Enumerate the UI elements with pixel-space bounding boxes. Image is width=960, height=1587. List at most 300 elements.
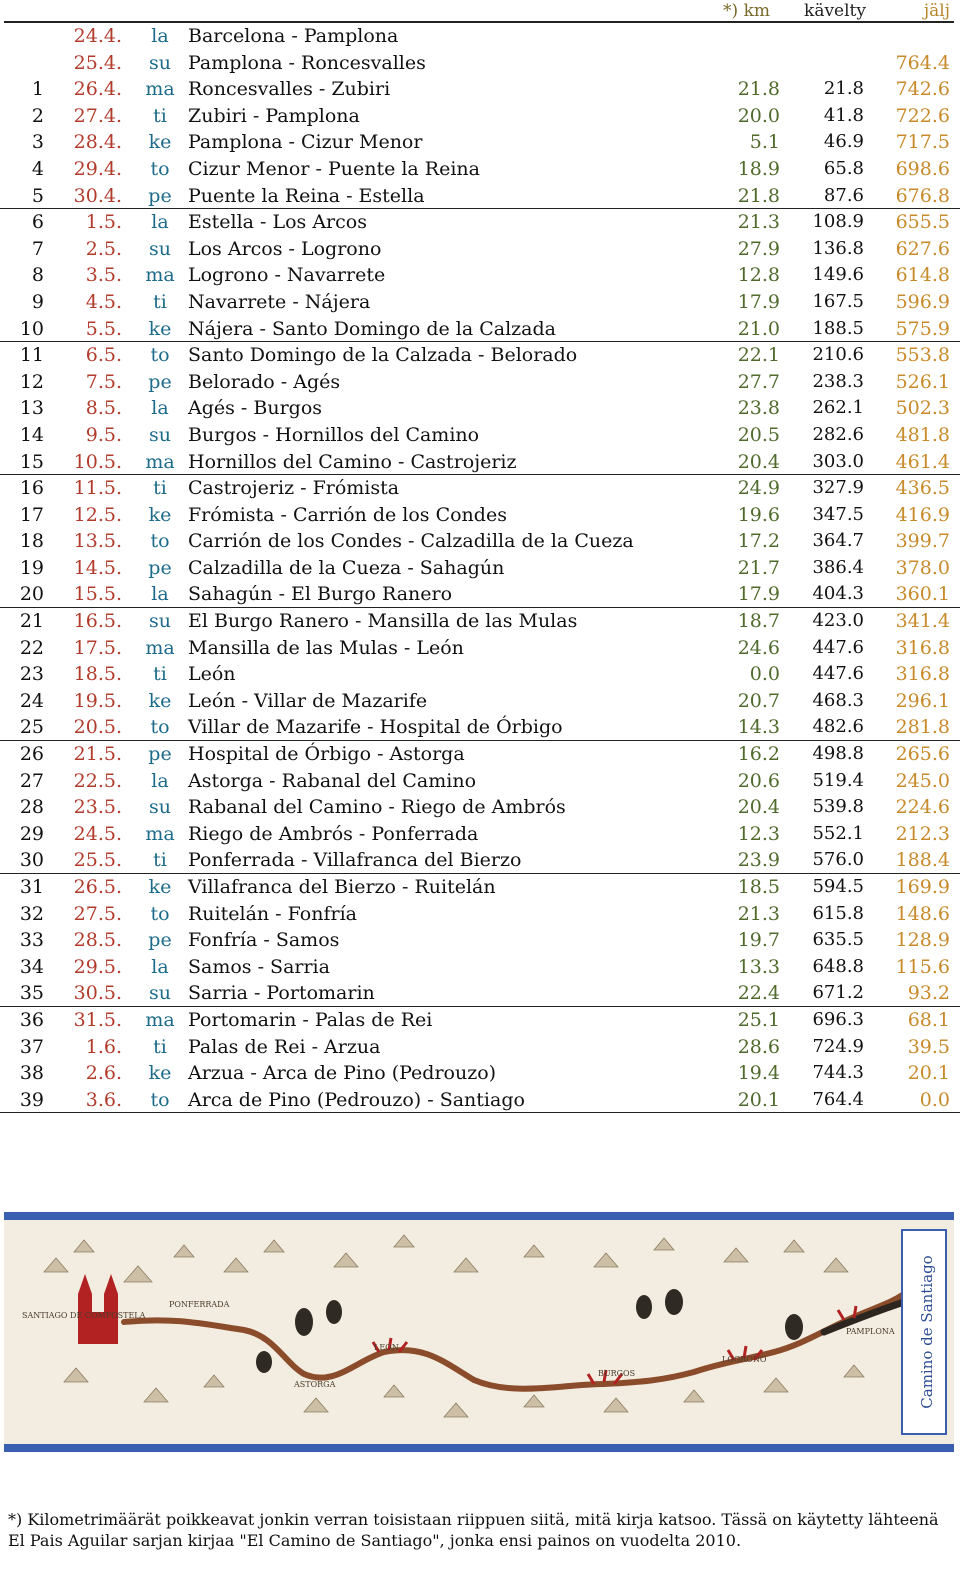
stage-date: 14.5. xyxy=(73,556,122,579)
stage-date: 18.5. xyxy=(73,663,122,686)
stage-km: 21.0 xyxy=(737,317,780,340)
stage-date: 24.4. xyxy=(73,25,122,47)
stage-date: 5.5. xyxy=(85,317,122,340)
stage-kavelty: 539.8 xyxy=(812,796,864,818)
stage-number: 39 xyxy=(19,1088,44,1111)
stage-km: 0.0 xyxy=(749,663,780,686)
stage-number: 34 xyxy=(19,955,44,978)
stage-jaljella: 416.9 xyxy=(895,503,950,526)
stage-weekday: la xyxy=(151,583,169,606)
stage-weekday: su xyxy=(149,423,171,446)
stage-jaljella: 627.6 xyxy=(895,237,950,260)
table-row xyxy=(0,608,960,635)
stage-route: Frómista - Carrión de los Condes xyxy=(188,503,507,526)
stage-date: 19.5. xyxy=(73,689,122,712)
stage-kavelty: 404.3 xyxy=(812,583,864,605)
stage-km: 23.8 xyxy=(737,397,780,420)
table-row xyxy=(0,1060,960,1087)
stage-date: 7.5. xyxy=(85,370,122,393)
stage-route: Puente la Reina - Estella xyxy=(188,184,425,207)
table-row xyxy=(0,76,960,103)
stage-kavelty: 447.6 xyxy=(812,636,864,658)
stage-table xyxy=(0,23,960,1113)
stage-jaljella: 224.6 xyxy=(895,796,950,819)
stage-kavelty: 447.6 xyxy=(812,663,864,685)
stage-date: 20.5. xyxy=(73,716,122,739)
stage-number: 33 xyxy=(19,929,44,952)
stage-number: 4 xyxy=(31,157,44,180)
stage-weekday: ke xyxy=(148,1062,172,1085)
stage-weekday: ti xyxy=(153,477,167,500)
stage-date: 29.5. xyxy=(73,955,122,978)
stage-jaljella: 764.4 xyxy=(895,51,950,74)
stage-number: 13 xyxy=(19,397,44,420)
stage-jaljella: 68.1 xyxy=(907,1008,950,1031)
stage-kavelty: 167.5 xyxy=(812,290,864,312)
stage-date: 15.5. xyxy=(73,583,122,606)
stage-kavelty: 46.9 xyxy=(823,131,864,153)
stage-weekday: la xyxy=(151,25,169,47)
table-row xyxy=(0,901,960,928)
stage-kavelty: 423.0 xyxy=(812,610,864,632)
stage-date: 3.6. xyxy=(85,1088,122,1111)
map-label-leon: LEON xyxy=(374,1343,399,1352)
stage-route: Pamplona - Cizur Menor xyxy=(188,131,423,154)
stage-date: 4.5. xyxy=(85,290,122,313)
stage-jaljella: 188.4 xyxy=(895,849,950,872)
table-row xyxy=(0,342,960,369)
stage-weekday: to xyxy=(150,1088,170,1111)
stage-date: 12.5. xyxy=(73,503,122,526)
stage-number: 28 xyxy=(19,796,44,819)
stage-km: 20.6 xyxy=(737,769,780,792)
table-row xyxy=(0,422,960,449)
stage-route: Villar de Mazarife - Hospital de Órbigo xyxy=(188,716,563,739)
stage-weekday: su xyxy=(149,51,171,74)
table-row xyxy=(0,821,960,848)
stage-km: 25.1 xyxy=(737,1008,780,1031)
stage-date: 27.4. xyxy=(73,104,122,127)
stage-date: 25.4. xyxy=(73,51,122,74)
stage-km: 21.8 xyxy=(737,78,780,101)
stage-number: 21 xyxy=(19,610,44,633)
stage-kavelty: 347.5 xyxy=(812,503,864,525)
stage-number: 27 xyxy=(19,769,44,792)
stage-km: 13.3 xyxy=(737,955,780,978)
stage-km: 20.5 xyxy=(737,423,780,446)
table-row xyxy=(0,1087,960,1114)
map-title: Camino de Santiago xyxy=(918,1255,936,1409)
stage-route: Sahagún - El Burgo Ranero xyxy=(188,583,453,606)
stage-number: 37 xyxy=(19,1035,44,1058)
stage-km: 16.2 xyxy=(737,743,780,766)
stage-km: 18.9 xyxy=(737,157,780,180)
stage-route: Mansilla de las Mulas - León xyxy=(188,636,464,659)
stage-kavelty: 498.8 xyxy=(812,743,864,765)
table-row xyxy=(0,289,960,316)
stage-weekday: ma xyxy=(145,78,175,101)
stage-km: 27.9 xyxy=(737,237,780,260)
stage-jaljella: 148.6 xyxy=(895,902,950,925)
stage-number: 14 xyxy=(19,423,44,446)
stage-jaljella: 20.1 xyxy=(907,1062,950,1085)
stage-route: Arca de Pino (Pedrouzo) - Santiago xyxy=(188,1088,525,1111)
stage-kavelty: 671.2 xyxy=(812,982,864,1004)
stage-jaljella: 698.6 xyxy=(895,157,950,180)
stage-weekday: su xyxy=(149,237,171,260)
stage-date: 8.5. xyxy=(85,397,122,420)
stage-kavelty: 648.8 xyxy=(812,955,864,977)
stage-jaljella: 245.0 xyxy=(895,769,950,792)
stage-route: Burgos - Hornillos del Camino xyxy=(188,423,480,446)
stage-jaljella: 614.8 xyxy=(895,264,950,287)
stage-jaljella: 360.1 xyxy=(895,583,950,606)
stage-km: 20.4 xyxy=(737,450,780,473)
stage-number: 17 xyxy=(19,503,44,526)
stage-date: 3.5. xyxy=(85,264,122,287)
table-row xyxy=(0,1034,960,1061)
stage-weekday: to xyxy=(150,344,170,367)
stage-kavelty: 386.4 xyxy=(812,556,864,578)
stage-route: León - Villar de Mazarife xyxy=(188,689,428,712)
stage-weekday: to xyxy=(150,530,170,553)
stage-km: 18.7 xyxy=(737,610,780,633)
stage-kavelty: 41.8 xyxy=(823,104,864,126)
stage-weekday: ti xyxy=(153,663,167,686)
stage-number: 7 xyxy=(31,237,44,260)
header-jaljella: jälj xyxy=(923,1,950,21)
stage-number: 15 xyxy=(19,450,44,473)
stage-date: 10.5. xyxy=(73,450,122,473)
stage-number: 1 xyxy=(31,78,44,101)
stage-jaljella: 742.6 xyxy=(895,78,950,101)
stage-date: 2.6. xyxy=(85,1062,122,1085)
stage-route: Villafranca del Bierzo - Ruitelán xyxy=(188,876,496,898)
stage-km: 17.2 xyxy=(737,530,780,553)
stage-weekday: ma xyxy=(145,450,175,473)
stage-date: 21.5. xyxy=(73,743,122,766)
stage-weekday: ke xyxy=(148,503,172,526)
stage-date: 30.5. xyxy=(73,982,122,1005)
table-row xyxy=(0,262,960,289)
stage-kavelty: 262.1 xyxy=(812,397,864,419)
stage-weekday: ti xyxy=(153,849,167,872)
stage-km: 19.7 xyxy=(737,929,780,952)
header-km: *) km xyxy=(723,1,770,21)
stage-route: Hospital de Órbigo - Astorga xyxy=(188,743,465,766)
stage-kavelty: 635.5 xyxy=(812,929,864,951)
stage-jaljella: 169.9 xyxy=(895,876,950,898)
stage-kavelty: 149.6 xyxy=(812,264,864,286)
stage-route: Astorga - Rabanal del Camino xyxy=(188,769,477,792)
stage-jaljella: 655.5 xyxy=(895,211,950,234)
stage-route: Carrión de los Condes - Calzadilla de la Cueza xyxy=(188,530,634,553)
stage-kavelty: 210.6 xyxy=(812,344,864,366)
stage-km: 27.7 xyxy=(737,370,780,393)
stage-number: 10 xyxy=(19,317,44,340)
stage-number: 9 xyxy=(31,290,44,313)
map-label-logrono: LOGROÑO xyxy=(722,1355,767,1364)
table-row xyxy=(0,1007,960,1034)
stage-jaljella: 481.8 xyxy=(895,423,950,446)
stage-date: 28.4. xyxy=(73,131,122,154)
stage-route: Portomarin - Palas de Rei xyxy=(188,1008,433,1031)
stage-kavelty: 238.3 xyxy=(812,370,864,392)
stage-km: 21.8 xyxy=(737,184,780,207)
map-label-burgos: BURGOS xyxy=(598,1369,636,1378)
stage-jaljella: 0.0 xyxy=(919,1088,950,1111)
stage-jaljella: 265.6 xyxy=(895,743,950,766)
stage-route: Estella - Los Arcos xyxy=(188,211,367,234)
stage-km: 20.1 xyxy=(737,1088,780,1111)
stage-weekday: ti xyxy=(153,104,167,127)
stage-date: 9.5. xyxy=(85,423,122,446)
stage-route: Hornillos del Camino - Castrojeriz xyxy=(188,450,517,473)
stage-number: 12 xyxy=(19,370,44,393)
stage-number: 20 xyxy=(19,583,44,606)
stage-route: Barcelona - Pamplona xyxy=(188,25,399,47)
table-row xyxy=(0,741,960,768)
camino-map xyxy=(4,1212,954,1452)
stage-kavelty: 21.8 xyxy=(823,78,864,100)
stage-route: Riego de Ambrós - Ponferrada xyxy=(188,822,479,845)
stage-kavelty: 696.3 xyxy=(812,1008,864,1030)
table-row xyxy=(0,129,960,156)
table-row xyxy=(0,156,960,183)
stage-jaljella: 281.8 xyxy=(895,716,950,739)
stage-jaljella: 399.7 xyxy=(895,530,950,553)
stage-weekday: pe xyxy=(148,929,172,952)
stage-date: 28.5. xyxy=(73,929,122,952)
stage-kavelty: 468.3 xyxy=(812,689,864,711)
stage-weekday: su xyxy=(149,796,171,819)
stage-route: León xyxy=(188,663,236,686)
stage-km: 18.5 xyxy=(737,876,780,898)
stage-jaljella: 436.5 xyxy=(895,477,950,500)
table-row xyxy=(0,236,960,263)
stage-km: 20.4 xyxy=(737,796,780,819)
stage-km: 21.3 xyxy=(737,902,780,925)
table-row xyxy=(0,980,960,1007)
stage-number: 30 xyxy=(19,849,44,872)
stage-route: Rabanal del Camino - Riego de Ambrós xyxy=(188,796,566,819)
stage-date: 23.5. xyxy=(73,796,122,819)
stage-jaljella: 575.9 xyxy=(895,317,950,340)
stage-number: 23 xyxy=(19,663,44,686)
stage-weekday: la xyxy=(151,955,169,978)
stage-weekday: ma xyxy=(145,822,175,845)
stage-jaljella: 553.8 xyxy=(895,344,950,367)
stage-weekday: la xyxy=(151,397,169,420)
stage-kavelty: 282.6 xyxy=(812,423,864,445)
stage-weekday: to xyxy=(150,157,170,180)
stage-route: Arzua - Arca de Pino (Pedrouzo) xyxy=(188,1062,497,1085)
stage-date: 11.5. xyxy=(73,477,122,500)
stage-route: El Burgo Ranero - Mansilla de las Mulas xyxy=(188,610,578,633)
stage-weekday: pe xyxy=(148,370,172,393)
stage-kavelty: 744.3 xyxy=(812,1062,864,1084)
stage-number: 18 xyxy=(19,530,44,553)
stage-number: 38 xyxy=(19,1062,44,1085)
stage-kavelty: 482.6 xyxy=(812,716,864,738)
stage-number: 31 xyxy=(19,876,44,898)
table-header xyxy=(0,0,960,22)
stage-jaljella: 212.3 xyxy=(895,822,950,845)
stage-route: Pamplona - Roncesvalles xyxy=(188,51,426,74)
stage-route: Castrojeriz - Frómista xyxy=(188,477,400,500)
stage-jaljella: 128.9 xyxy=(895,929,950,952)
stage-jaljella: 502.3 xyxy=(895,397,950,420)
stage-route: Nájera - Santo Domingo de la Calzada xyxy=(188,317,556,340)
table-row xyxy=(0,316,960,343)
stage-kavelty: 552.1 xyxy=(812,822,864,844)
stage-jaljella: 93.2 xyxy=(907,982,950,1005)
stage-jaljella: 316.8 xyxy=(895,663,950,686)
stage-date: 2.5. xyxy=(85,237,122,260)
stage-route: Calzadilla de la Cueza - Sahagún xyxy=(188,556,505,579)
stage-number: 6 xyxy=(31,211,44,234)
stage-km: 19.4 xyxy=(737,1062,780,1085)
table-row xyxy=(0,555,960,582)
stage-km: 20.0 xyxy=(737,104,780,127)
table-row xyxy=(0,688,960,715)
stage-kavelty: 764.4 xyxy=(812,1088,864,1110)
stage-kavelty: 136.8 xyxy=(812,237,864,259)
stage-km: 24.9 xyxy=(737,477,780,500)
stage-route: Belorado - Agés xyxy=(188,370,341,393)
stage-date: 26.4. xyxy=(73,78,122,101)
stage-weekday: ke xyxy=(148,876,172,898)
stage-weekday: pe xyxy=(148,743,172,766)
table-row xyxy=(0,927,960,954)
stage-km: 21.3 xyxy=(737,211,780,234)
stage-weekday: la xyxy=(151,769,169,792)
stage-number: 32 xyxy=(19,902,44,925)
stage-number: 22 xyxy=(19,636,44,659)
stage-jaljella: 526.1 xyxy=(895,370,950,393)
table-row xyxy=(0,183,960,210)
footnote: *) Kilometrimäärät poikkeavat jonkin verran toisistaan riippuen siitä, mitä kirja katsoo. Tässä on käytetty lähteenä El Pais Aguilar sarjan kirjaa "El Camino de Santiago", jonka ensi painos on vuodelta 2010. xyxy=(8,1510,939,1550)
stage-route: Cizur Menor - Puente la Reina xyxy=(188,157,480,180)
stage-route: Santo Domingo de la Calzada - Belorado xyxy=(188,344,578,367)
stage-weekday: ke xyxy=(148,131,172,154)
stage-date: 26.5. xyxy=(73,876,122,898)
stage-route: Roncesvalles - Zubiri xyxy=(188,78,391,101)
stage-weekday: to xyxy=(150,902,170,925)
stage-km: 14.3 xyxy=(737,716,780,739)
table-row xyxy=(0,50,960,77)
stage-kavelty: 327.9 xyxy=(812,477,864,499)
stage-weekday: ti xyxy=(153,290,167,313)
stage-kavelty: 108.9 xyxy=(812,211,864,233)
stage-route: Navarrete - Nájera xyxy=(188,290,371,313)
stage-number: 29 xyxy=(19,822,44,845)
stage-km: 23.9 xyxy=(737,849,780,872)
stage-km: 20.7 xyxy=(737,689,780,712)
stage-weekday: to xyxy=(150,716,170,739)
stage-kavelty: 188.5 xyxy=(812,317,864,339)
stage-jaljella: 461.4 xyxy=(895,450,950,473)
stage-number: 3 xyxy=(31,131,44,154)
stage-kavelty: 615.8 xyxy=(812,902,864,924)
stage-number: 25 xyxy=(19,716,44,739)
stage-date: 17.5. xyxy=(73,636,122,659)
stage-jaljella: 596.9 xyxy=(895,290,950,313)
table-row xyxy=(0,768,960,795)
stage-date: 25.5. xyxy=(73,849,122,872)
stage-jaljella: 676.8 xyxy=(895,184,950,207)
map-label-astorga: ASTORGA xyxy=(294,1380,336,1389)
table-row xyxy=(0,502,960,529)
stage-weekday: ma xyxy=(145,636,175,659)
table-row xyxy=(0,954,960,981)
stage-weekday: la xyxy=(151,211,169,234)
table-row xyxy=(0,369,960,396)
stage-route: Logrono - Navarrete xyxy=(188,264,386,287)
table-row xyxy=(0,874,960,901)
table-row xyxy=(0,528,960,555)
stage-kavelty: 724.9 xyxy=(812,1035,864,1057)
stage-route: Zubiri - Pamplona xyxy=(188,104,360,127)
stage-kavelty: 364.7 xyxy=(812,530,864,552)
stage-route: Ruitelán - Fonfría xyxy=(188,902,357,925)
stage-number: 2 xyxy=(31,104,44,127)
stage-km: 24.6 xyxy=(737,636,780,659)
table-row xyxy=(0,581,960,608)
stage-weekday: ma xyxy=(145,1008,175,1031)
stage-number: 11 xyxy=(19,344,44,367)
stage-date: 22.5. xyxy=(73,769,122,792)
header-kavelty: kävelty xyxy=(804,1,866,21)
stage-kavelty: 303.0 xyxy=(812,450,864,472)
stage-km: 12.8 xyxy=(737,264,780,287)
stage-route: Palas de Rei - Arzua xyxy=(188,1035,381,1058)
stage-weekday: su xyxy=(149,610,171,633)
table-row xyxy=(0,395,960,422)
table-row xyxy=(0,794,960,821)
table-row xyxy=(0,209,960,236)
stage-date: 1.5. xyxy=(85,211,122,234)
stage-kavelty: 576.0 xyxy=(812,849,864,871)
stage-weekday: pe xyxy=(148,184,172,207)
stage-date: 27.5. xyxy=(73,902,122,925)
stage-date: 1.6. xyxy=(85,1035,122,1058)
table-row xyxy=(0,661,960,688)
stage-jaljella: 717.5 xyxy=(895,131,950,154)
stage-number: 19 xyxy=(19,556,44,579)
table-row xyxy=(0,847,960,874)
stage-kavelty: 594.5 xyxy=(812,876,864,897)
stage-number: 24 xyxy=(19,689,44,712)
stage-jaljella: 316.8 xyxy=(895,636,950,659)
stage-route: Fonfría - Samos xyxy=(188,929,340,952)
stage-date: 16.5. xyxy=(73,610,122,633)
stage-km: 5.1 xyxy=(749,131,780,154)
stage-jaljella: 722.6 xyxy=(895,104,950,127)
map-label-ponferrada: PONFERRADA xyxy=(169,1300,230,1309)
stage-date: 6.5. xyxy=(85,344,122,367)
stage-date: 30.4. xyxy=(73,184,122,207)
table-row xyxy=(0,635,960,662)
stage-number: 36 xyxy=(19,1008,44,1031)
stage-kavelty: 87.6 xyxy=(823,184,864,206)
table-row xyxy=(0,23,960,50)
stage-km: 21.7 xyxy=(737,556,780,579)
stage-number: 5 xyxy=(31,184,44,207)
table-row xyxy=(0,449,960,476)
stage-route: Ponferrada - Villafranca del Bierzo xyxy=(188,849,522,872)
stage-weekday: ke xyxy=(148,317,172,340)
